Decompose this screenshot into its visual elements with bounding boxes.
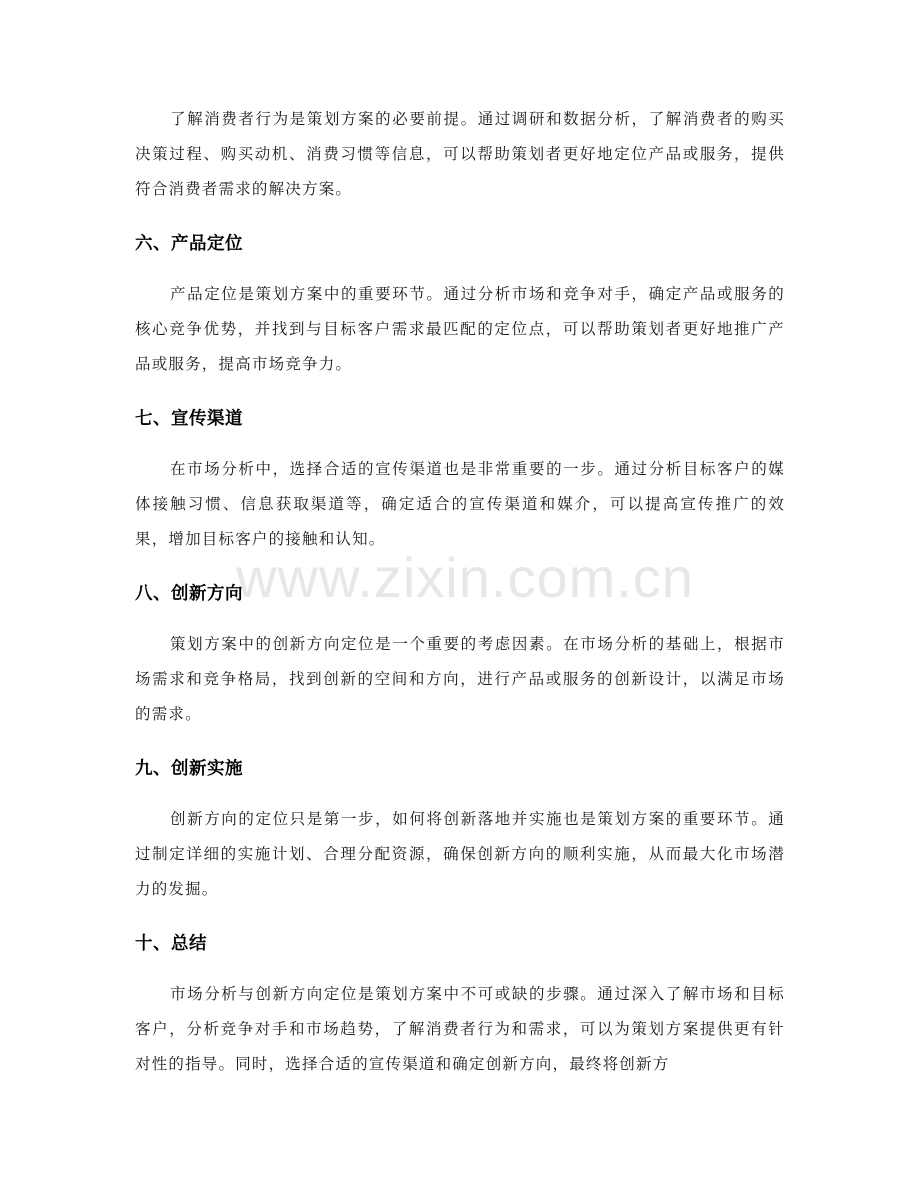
- heading-product-positioning: 六、产品定位: [135, 234, 243, 254]
- heading-summary: 十、总结: [135, 934, 207, 954]
- heading-promotion-channels: 七、宣传渠道: [135, 409, 243, 429]
- paragraph-consumer-behavior: 了解消费者行为是策划方案的必要前提。通过调研和数据分析，了解消费者的购买决策过程、购买动机、消费习惯等信息，可以帮助策划者更好地定位产品或服务，提供符合消费者需求的解决方案。: [135, 110, 785, 198]
- paragraph-product-positioning: 产品定位是策划方案中的重要环节。通过分析市场和竞争对手，确定产品或服务的核心竞争优势，并找到与目标客户需求最匹配的定位点，可以帮助策划者更好地推广产品或服务，提高市场竞争力。: [135, 285, 785, 373]
- paragraph-innovation-direction: 策划方案中的创新方向定位是一个重要的考虑因素。在市场分析的基础上，根据市场需求和竞争格局，找到创新的空间和方向，进行产品或服务的创新设计，以满足市场的需求。: [135, 635, 785, 723]
- paragraph-summary: 市场分析与创新方向定位是策划方案中不可或缺的步骤。通过深入了解市场和目标客户，分析竞争对手和市场趋势，了解消费者行为和需求，可以为策划方案提供更有针对性的指导。同时，选择合适的宣传渠道和确定创新方向，最终将创新方: [135, 985, 785, 1073]
- paragraph-promotion-channels: 在市场分析中，选择合适的宣传渠道也是非常重要的一步。通过分析目标客户的媒体接触习惯、信息获取渠道等，确定适合的宣传渠道和媒介，可以提高宣传推广的效果，增加目标客户的接触和认知。: [135, 460, 785, 548]
- document-content: [135, 102, 785, 1082]
- paragraph-innovation-implementation: 创新方向的定位只是第一步，如何将创新落地并实施也是策划方案的重要环节。通过制定详细的实施计划、合理分配资源，确保创新方向的顺利实施，从而最大化市场潜力的发掘。: [135, 810, 785, 898]
- watermark-text: www.zixin.com.cn: [236, 546, 694, 609]
- heading-innovation-implementation: 九、创新实施: [135, 759, 243, 779]
- heading-innovation-direction: 八、创新方向: [135, 584, 243, 604]
